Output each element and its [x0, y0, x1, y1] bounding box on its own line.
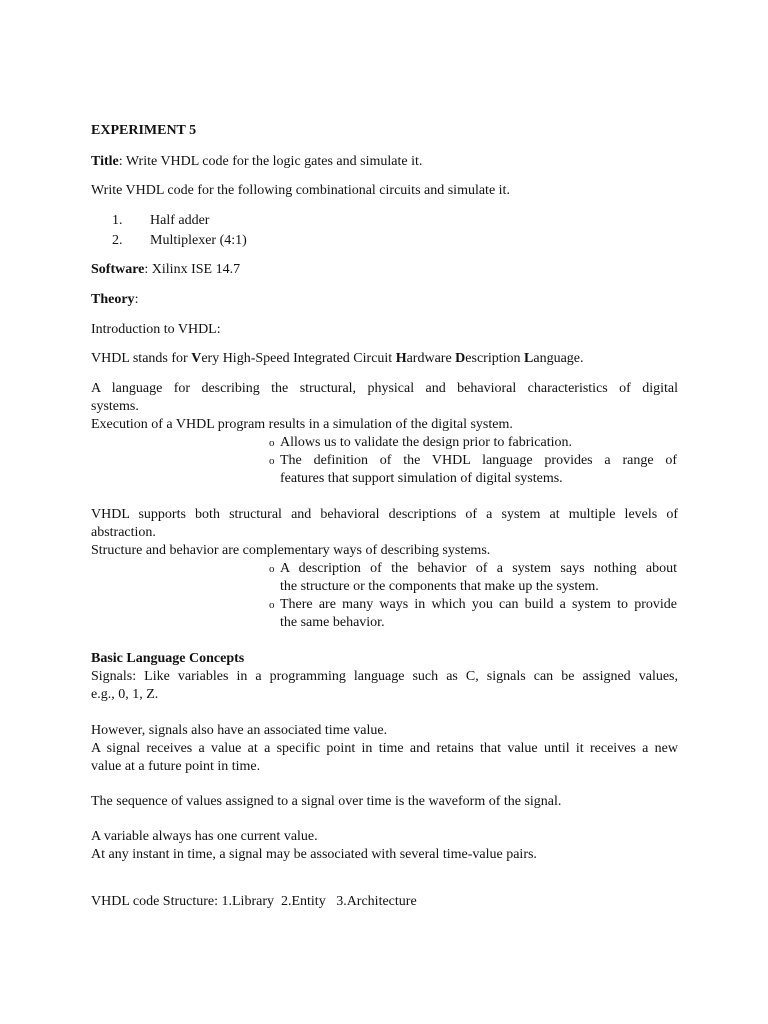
paragraph-line: systems.	[91, 399, 139, 414]
paragraph-line: A signal receives a value at a specific point in time and retains that value until it receives a new	[91, 741, 678, 756]
structure-line: VHDL code Structure: 1.Library 2.Entity 3.Architecture	[91, 894, 417, 909]
paragraph-line: Signals: Like variables in a programming language such as C, signals can be assigned values,	[91, 669, 678, 684]
list-item	[0, 232, 768, 250]
concepts-heading: Basic Language Concepts	[91, 651, 245, 666]
theory-colon: :	[134, 292, 139, 307]
paragraph-line: At any instant in time, a signal may be associated with several time-value pairs.	[91, 847, 537, 862]
vhdl-def-text: anguage.	[533, 351, 584, 366]
bullet-marker: o	[269, 455, 275, 467]
bullet-item	[280, 596, 677, 632]
vhdl-def-letter: V	[191, 351, 202, 366]
software-text: : Xilinx ISE 14.7	[144, 262, 241, 277]
title-line	[91, 153, 422, 171]
intro-vhdl: Introduction to VHDL:	[91, 322, 221, 337]
paragraph-line: abstraction.	[91, 525, 156, 540]
bullet-item	[280, 434, 677, 452]
list-item-text: Half adder	[150, 213, 210, 228]
paragraph-line: value at a future point in time.	[91, 759, 261, 774]
vhdl-def-text: VHDL stands for	[91, 351, 192, 366]
paragraph-line: A variable always has one current value.	[91, 829, 318, 844]
paragraph-line: VHDL supports both structural and behavioral descriptions of a system at multiple levels of	[91, 507, 678, 522]
vhdl-def-letter: L	[524, 351, 534, 366]
paragraph-line: The sequence of values assigned to a signal over time is the waveform of the signal.	[91, 794, 562, 809]
theory-line	[91, 291, 138, 309]
software-label: Software	[91, 262, 145, 277]
paragraph-line: However, signals also have an associated time value.	[91, 723, 388, 738]
bullet-text: A description of the behavior of a system says nothing about	[280, 561, 677, 576]
experiment-heading: EXPERIMENT 5	[91, 123, 197, 138]
vhdl-def-text: ardware	[406, 351, 456, 366]
bullet-item	[280, 560, 677, 596]
paragraph-line: Execution of a VHDL program results in a simulation of the digital system.	[91, 417, 513, 432]
bullet-text: the structure or the components that make up the system.	[280, 579, 599, 594]
paragraph-line: e.g., 0, 1, Z.	[91, 687, 159, 702]
vhdl-def-text: ery High-Speed Integrated Circuit	[201, 351, 396, 366]
vhdl-def-text: escription	[465, 351, 525, 366]
theory-label: Theory	[91, 292, 135, 307]
bullet-text: Allows us to validate the design prior to fabrication.	[280, 435, 572, 450]
vhdl-def-letter: H	[395, 351, 407, 366]
bullet-marker: o	[269, 437, 275, 449]
vhdl-definition	[91, 350, 584, 368]
bullet-text: features that support simulation of digital systems.	[280, 471, 563, 486]
list-item	[0, 212, 768, 230]
bullet-text: There are many ways in which you can build a system to provide	[280, 597, 677, 612]
bullet-marker: o	[269, 563, 275, 575]
title-label: Title	[91, 154, 119, 169]
title-text: : Write VHDL code for the logic gates and simulate it.	[118, 154, 423, 169]
list-item-number: 1.	[112, 213, 123, 228]
paragraph-line: A language for describing the structural, physical and behavioral characteristics of digital	[91, 381, 678, 396]
intro-line: Write VHDL code for the following combinational circuits and simulate it.	[91, 183, 510, 198]
paragraph-line: Structure and behavior are complementary ways of describing systems.	[91, 543, 491, 558]
list-item-number: 2.	[112, 233, 123, 248]
software-line	[91, 261, 240, 279]
bullet-text: The definition of the VHDL language provides a range of	[280, 453, 677, 468]
vhdl-def-letter: D	[455, 351, 466, 366]
list-item-text: Multiplexer (4:1)	[150, 233, 247, 248]
bullet-marker: o	[269, 599, 275, 611]
bullet-text: the same behavior.	[280, 615, 385, 630]
bullet-item	[280, 452, 677, 488]
